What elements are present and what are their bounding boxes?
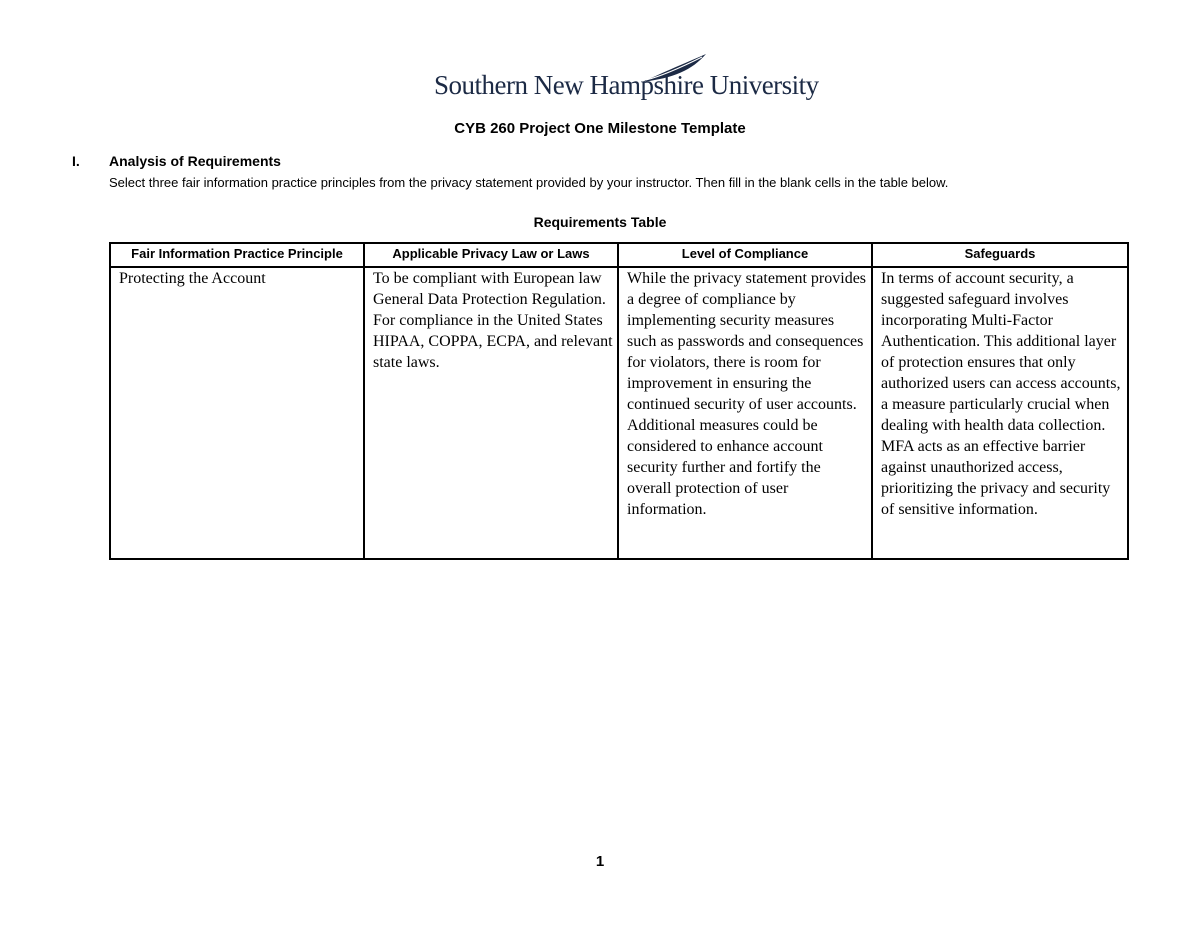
section-heading: Analysis of Requirements bbox=[109, 153, 281, 169]
section-instructions: Select three fair information practice principles from the privacy statement provided by your instructor. Then fill in the blank cells in the table below. bbox=[109, 175, 949, 190]
header-privacy-law: Applicable Privacy Law or Laws bbox=[364, 243, 618, 267]
table-row bbox=[110, 267, 1128, 559]
cell-safeguards[interactable]: In terms of account security, a suggested safeguard involves incorporating Multi-Factor Authentication. This additional layer of protection ensures that only authorized users can access accounts, a measure particularly crucial when dealing with health data collection. MFA acts as an effective barrier against unauthorized access, prioritizing the privacy and security of sensitive information. bbox=[872, 267, 1128, 559]
table-header-row bbox=[110, 243, 1128, 267]
document-title: CYB 260 Project One Milestone Template bbox=[454, 120, 746, 137]
cell-compliance[interactable]: While the privacy statement provides a degree of compliance by implementing security measures such as passwords and consequences for violators, there is room for improvement in ensuring the continued security of user accounts. Additional measures could be considered to enhance account security further and fortify the overall protection of user information. bbox=[618, 267, 872, 559]
cell-principle[interactable]: Protecting the Account bbox=[110, 267, 364, 559]
university-name: Southern New Hampshire University bbox=[434, 70, 819, 100]
header-principle: Fair Information Practice Principle bbox=[110, 243, 364, 267]
table-caption: Requirements Table bbox=[533, 214, 667, 230]
cell-privacy-law[interactable]: To be compliant with European law General Data Protection Regulation. For compliance in the United States HIPAA, COPPA, ECPA, and relevant state laws. bbox=[364, 267, 618, 559]
section-number: I. bbox=[72, 153, 80, 169]
header-compliance: Level of Compliance bbox=[618, 243, 872, 267]
requirements-table bbox=[109, 242, 1129, 560]
header-safeguards: Safeguards bbox=[872, 243, 1128, 267]
page-number: 1 bbox=[595, 853, 605, 870]
university-logo bbox=[434, 52, 819, 108]
